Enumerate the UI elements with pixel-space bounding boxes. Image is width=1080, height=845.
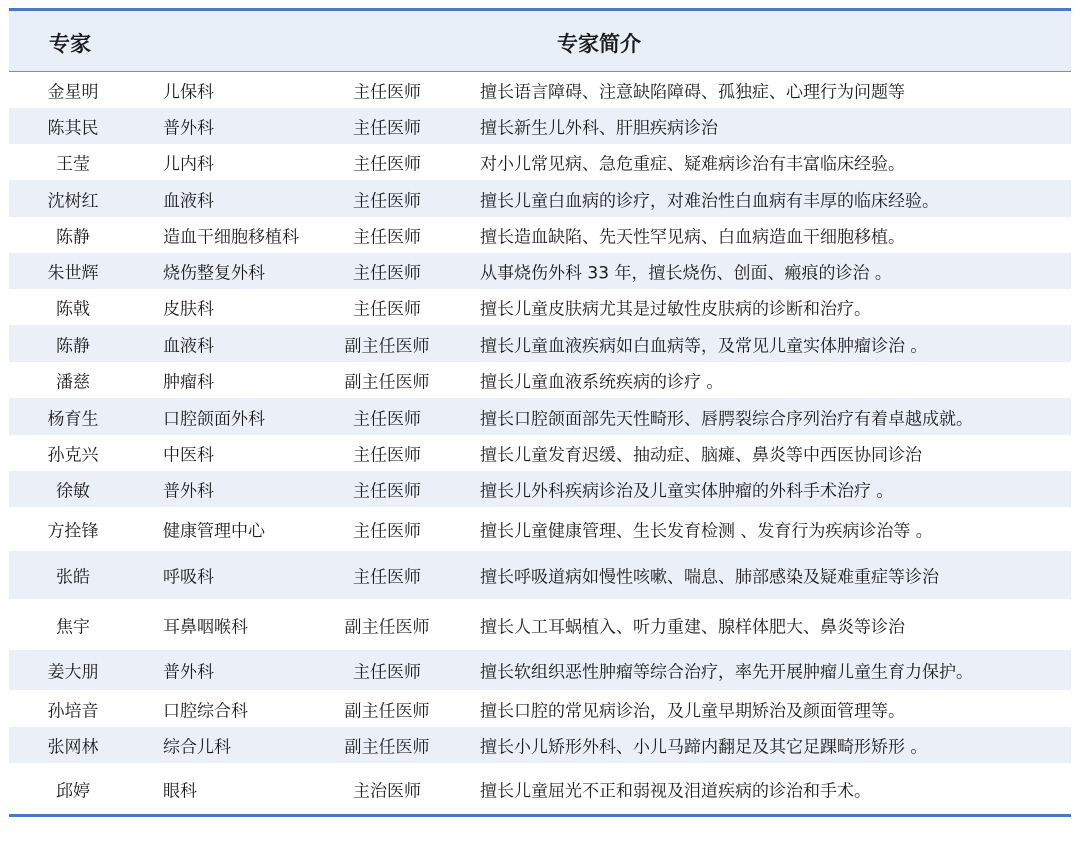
- expert-name: 陈其民: [47, 118, 99, 139]
- job-title: 主任医师: [353, 82, 421, 103]
- expert-name: 陈静: [56, 227, 90, 248]
- job-title: 主任医师: [353, 191, 421, 211]
- expert-name: 杨育生: [47, 409, 99, 429]
- expert-intro: 擅长呼吸道病如慢性咳嗽、喘息、肺部感染及疑难重症等诊治: [480, 567, 939, 588]
- table-row: [9, 108, 1071, 144]
- expert-intro: 擅长造血缺陷、先天性罕见病、白血病造血干细胞移植。: [480, 227, 905, 248]
- expert-intro: 擅长口腔的常见病诊治，及儿童早期矫治及颜面管理等。: [480, 701, 905, 721]
- job-title: 主治医师: [353, 781, 421, 801]
- expert-intro: 擅长儿童皮肤病尤其是过敏性皮肤病的诊断和治疗。: [480, 299, 871, 320]
- expert-intro: 擅长口腔颌面部先天性畸形、唇腭裂综合序列治疗有着卓越成就。: [480, 409, 973, 429]
- expert-intro: 擅长新生儿外科、肝胆疾病诊治: [480, 118, 718, 139]
- table-row: [9, 72, 1071, 108]
- table-row: [9, 180, 1071, 217]
- department: 口腔颌面外科: [163, 409, 265, 429]
- job-title: 主任医师: [353, 263, 421, 284]
- expert-name: 孙培音: [47, 701, 99, 721]
- department: 健康管理中心: [163, 521, 265, 542]
- expert-intro: 擅长语言障碍、注意缺陷障碍、孤独症、心理行为问题等: [480, 82, 905, 103]
- department: 综合儿科: [163, 737, 231, 758]
- expert-name: 姜大朋: [47, 662, 99, 683]
- header-expert: 专家: [49, 32, 91, 56]
- table-row: [9, 690, 1071, 727]
- table-row: [9, 217, 1071, 253]
- expert-name: 沈树红: [47, 191, 99, 211]
- expert-intro: 对小儿常见病、急危重症、疑难病诊治有丰富临床经验。: [480, 154, 905, 175]
- department: 普外科: [163, 481, 214, 502]
- expert-intro: 擅长软组织恶性肿瘤等综合治疗，率先开展肿瘤儿童生育力保护。: [480, 662, 973, 683]
- expert-name: 张皓: [56, 567, 90, 588]
- table-row: [9, 471, 1071, 507]
- job-title: 主任医师: [353, 521, 421, 542]
- table-row: [9, 435, 1071, 471]
- expert-table: [9, 8, 1071, 817]
- expert-intro: 擅长人工耳蜗植入、听力重建、腺样体肥大、鼻炎等诊治: [480, 617, 905, 637]
- expert-intro: 擅长小儿矫形外科、小儿马蹄内翻足及其它足踝畸形矫形 。: [480, 737, 928, 758]
- expert-intro: 从事烧伤外科 33 年，擅长烧伤、创面、瘢痕的诊治 。: [480, 263, 892, 284]
- table-bottom-rule: [9, 814, 1071, 817]
- job-title: 副主任医师: [344, 737, 430, 758]
- expert-intro: 擅长儿外科疾病诊治及儿童实体肿瘤的外科手术治疗 。: [480, 481, 894, 502]
- expert-name: 陈戟: [56, 299, 90, 320]
- expert-name: 朱世辉: [47, 263, 99, 284]
- expert-intro: 擅长儿童血液系统疾病的诊疗 。: [480, 372, 724, 393]
- table-row: [9, 650, 1071, 690]
- expert-intro: 擅长儿童血液疾病如白血病等，及常见儿童实体肿瘤诊治 。: [480, 336, 928, 356]
- table-header: [9, 11, 1071, 72]
- table-row: [9, 398, 1071, 435]
- expert-name: 张网林: [47, 737, 99, 758]
- table-row: [9, 599, 1071, 650]
- job-title: 主任医师: [353, 445, 421, 466]
- expert-name: 焦宇: [56, 617, 90, 637]
- table-body: [9, 72, 1071, 814]
- expert-intro: 擅长儿童发育迟缓、抽动症、脑瘫、鼻炎等中西医协同诊治: [480, 445, 922, 466]
- department: 呼吸科: [163, 567, 214, 588]
- expert-intro: 擅长儿童屈光不正和弱视及泪道疾病的诊治和手术。: [480, 781, 871, 801]
- department: 耳鼻咽喉科: [163, 617, 248, 637]
- table-row: [9, 727, 1071, 763]
- table-row: [9, 289, 1071, 325]
- expert-name: 邱婷: [56, 781, 90, 801]
- department: 普外科: [163, 662, 214, 683]
- department: 儿保科: [163, 82, 214, 103]
- expert-name: 徐敏: [56, 481, 90, 502]
- job-title: 副主任医师: [344, 372, 430, 393]
- expert-name: 陈静: [56, 336, 90, 356]
- job-title: 副主任医师: [344, 336, 430, 356]
- table-row: [9, 551, 1071, 599]
- table-row: [9, 144, 1071, 180]
- job-title: 主任医师: [353, 154, 421, 175]
- department: 造血干细胞移植科: [163, 227, 299, 248]
- expert-name: 王莹: [56, 154, 90, 175]
- department: 血液科: [163, 336, 214, 356]
- expert-name: 孙克兴: [47, 445, 99, 466]
- expert-name: 金星明: [47, 82, 99, 103]
- job-title: 主任医师: [353, 481, 421, 502]
- department: 口腔综合科: [163, 701, 248, 721]
- department: 眼科: [163, 781, 197, 801]
- job-title: 主任医师: [353, 227, 421, 248]
- expert-name: 潘慈: [56, 372, 90, 393]
- job-title: 副主任医师: [344, 617, 430, 637]
- department: 血液科: [163, 191, 214, 211]
- job-title: 主任医师: [353, 567, 421, 588]
- expert-intro: 擅长儿童白血病的诊疗，对难治性白血病有丰厚的临床经验。: [480, 191, 939, 211]
- header-intro: 专家简介: [557, 32, 641, 56]
- job-title: 主任医师: [353, 409, 421, 429]
- job-title: 主任医师: [353, 299, 421, 320]
- department: 儿内科: [163, 154, 214, 175]
- job-title: 主任医师: [353, 118, 421, 139]
- department: 中医科: [163, 445, 214, 466]
- table-row: [9, 325, 1071, 362]
- expert-name: 方拴锋: [47, 521, 99, 542]
- department: 皮肤科: [163, 299, 214, 320]
- job-title: 主任医师: [353, 662, 421, 683]
- department: 烧伤整复外科: [163, 263, 265, 284]
- table-row: [9, 362, 1071, 398]
- department: 肿瘤科: [163, 372, 214, 393]
- expert-intro: 擅长儿童健康管理、生长发育检测 、发育行为疾病诊治等 。: [480, 521, 933, 542]
- table-row: [9, 253, 1071, 289]
- job-title: 副主任医师: [344, 701, 430, 721]
- table-row: [9, 763, 1071, 814]
- department: 普外科: [163, 118, 214, 139]
- table-row: [9, 507, 1071, 551]
